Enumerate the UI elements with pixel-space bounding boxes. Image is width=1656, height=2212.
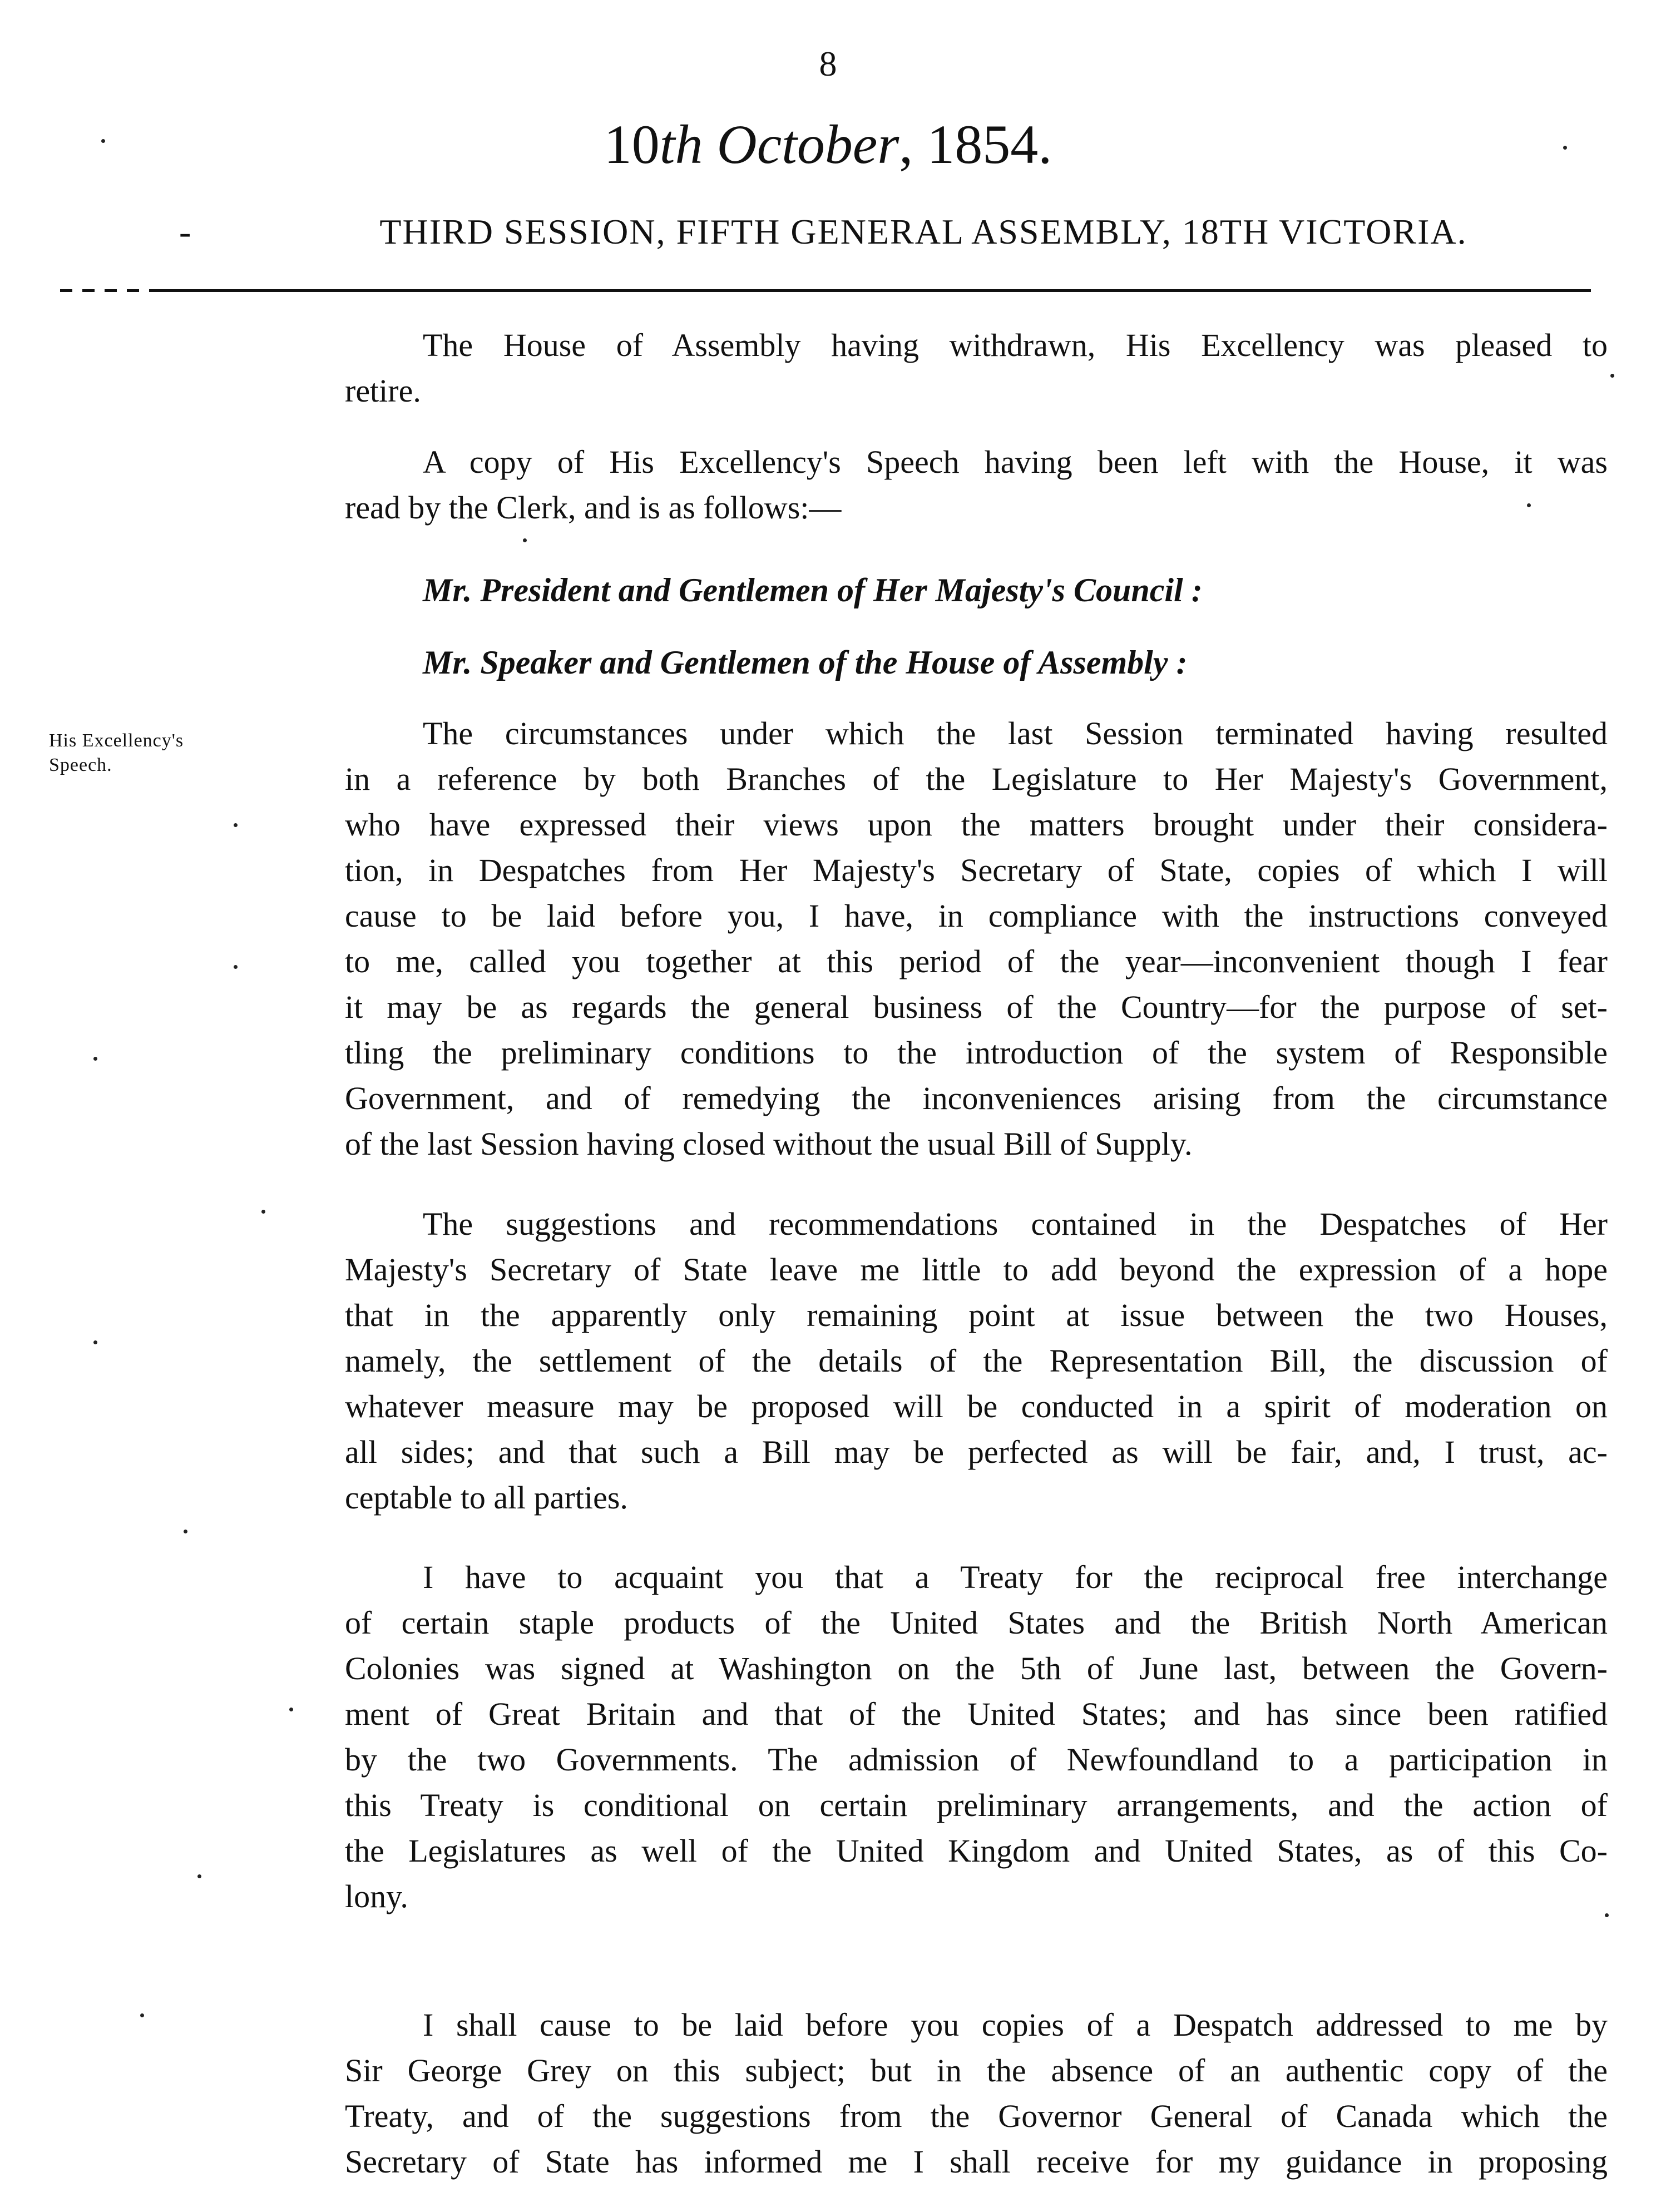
print-speck: [1563, 146, 1567, 150]
text-line: this Treaty is conditional on certain preliminary arrangements, and the action of: [345, 1787, 1608, 1823]
margin-note-line: Speech.: [49, 755, 112, 775]
text-line: ment of Great Britain and that of the United States; and has since been ratified: [345, 1696, 1608, 1732]
text-line: Treaty, and of the suggestions from the Governor General of Canada which the: [345, 2098, 1608, 2134]
text-line: The suggestions and recommendations contained in the Despatches of Her: [423, 1206, 1608, 1242]
print-speck: [140, 2013, 144, 2017]
page-number: 8: [819, 44, 837, 83]
text-line: it may be as regards the general business of the Country—for the purpose of set-: [345, 989, 1608, 1025]
print-speck: [289, 1708, 293, 1711]
print-speck: [93, 1057, 97, 1061]
speech-paragraph-2: [345, 1201, 1608, 1521]
salutation-council: Mr. President and Gentlemen of Her Majesty's Council :: [423, 572, 1203, 608]
header-rule: [50, 289, 1591, 292]
text-line: I have to acquaint you that a Treaty for the reciprocal free interchange: [423, 1559, 1608, 1595]
text-line: Government, and of remedying the inconveniences arising from the circumstance: [345, 1080, 1608, 1116]
text-line: retire.: [345, 373, 421, 409]
text-line: who have expressed their views upon the matters brought under their considera-: [345, 806, 1608, 843]
text-line: all sides; and that such a Bill may be perfected as will be fair, and, I trust, ac-: [345, 1434, 1608, 1470]
text-line: that in the apparently only remaining point at issue between the two Houses,: [345, 1297, 1608, 1333]
speech-paragraph-3: [345, 1555, 1608, 1919]
intro-paragraph-2: [345, 439, 1608, 531]
text-line: The circumstances under which the last Session terminated having resulted: [423, 715, 1608, 751]
text-line: lony.: [345, 1878, 408, 1914]
text-line: Secretary of State has informed me I shall receive for my guidance in proposing: [345, 2144, 1608, 2180]
intro-paragraph-1: [345, 323, 1608, 414]
text-line: of the last Session having closed without the usual Bill of Supply.: [345, 1126, 1193, 1162]
margin-note-line: His Excellency's: [49, 730, 184, 751]
text-line: Majesty's Secretary of State leave me little to add beyond the expression of a hope: [345, 1251, 1608, 1288]
speech-paragraph-4: [345, 2002, 1608, 2185]
margin-note: [49, 729, 283, 778]
text-line: by the two Governments. The admission of Newfoundland to a participation in: [345, 1741, 1608, 1778]
date-month: October: [716, 113, 899, 175]
print-speck: [1610, 374, 1614, 378]
session-dash: -: [179, 212, 191, 251]
text-line: Colonies was signed at Washington on the 5th of June last, between the Govern-: [345, 1650, 1608, 1686]
text-line: cause to be laid before you, I have, in compliance with the instructions conveyed: [345, 898, 1608, 934]
salutation-assembly: Mr. Speaker and Gentlemen of the House of Assembly :: [423, 644, 1188, 681]
print-speck: [101, 139, 105, 143]
print-speck: [234, 823, 238, 827]
print-speck: [1527, 503, 1531, 507]
text-line: Sir George Grey on this subject; but in the absence of an authentic copy of the: [345, 2052, 1608, 2089]
date-day: 10: [604, 113, 660, 175]
date-ordinal: th: [659, 113, 703, 175]
text-line: to me, called you together at this period of the year—inconvenient though I fear: [345, 943, 1608, 979]
text-line: tion, in Despatches from Her Majesty's Secretary of State, copies of which I will: [345, 852, 1608, 888]
text-line: A copy of His Excellency's Speech having been left with the House, it was: [423, 444, 1608, 480]
text-line: The House of Assembly having withdrawn, His Excellency was pleased to: [423, 327, 1608, 363]
text-line: of certain staple products of the United States and the British North American: [345, 1605, 1608, 1641]
header-rule-dashes: [50, 288, 161, 293]
session-heading: THIRD SESSION, FIFTH GENERAL ASSEMBLY, 18TH VICTORIA.: [379, 212, 1467, 251]
text-line: read by the Clerk, and is as follows:—: [345, 489, 842, 526]
text-line: I shall cause to be laid before you copies of a Despatch addressed to me by: [423, 2007, 1608, 2043]
date-year: , 1854.: [899, 113, 1052, 175]
text-line: whatever measure may be proposed will be conducted in a spirit of moderation on: [345, 1388, 1608, 1424]
print-speck: [523, 538, 527, 542]
print-speck: [197, 1874, 201, 1878]
print-speck: [93, 1340, 97, 1344]
text-line: tling the preliminary conditions to the introduction of the system of Responsible: [345, 1035, 1608, 1071]
print-speck: [184, 1530, 187, 1533]
text-line: namely, the settlement of the details of the Representation Bill, the discussion of: [345, 1343, 1608, 1379]
text-line: ceptable to all parties.: [345, 1479, 628, 1516]
date-heading: [0, 111, 1656, 178]
text-line: the Legislatures as well of the United Kingdom and United States, as of this Co-: [345, 1833, 1608, 1869]
text-line: in a reference by both Branches of the Legislature to Her Majesty's Government,: [345, 761, 1608, 797]
speech-paragraph-1: [345, 711, 1608, 1167]
print-speck: [234, 965, 238, 969]
print-speck: [1605, 1913, 1609, 1917]
print-speck: [261, 1210, 265, 1214]
